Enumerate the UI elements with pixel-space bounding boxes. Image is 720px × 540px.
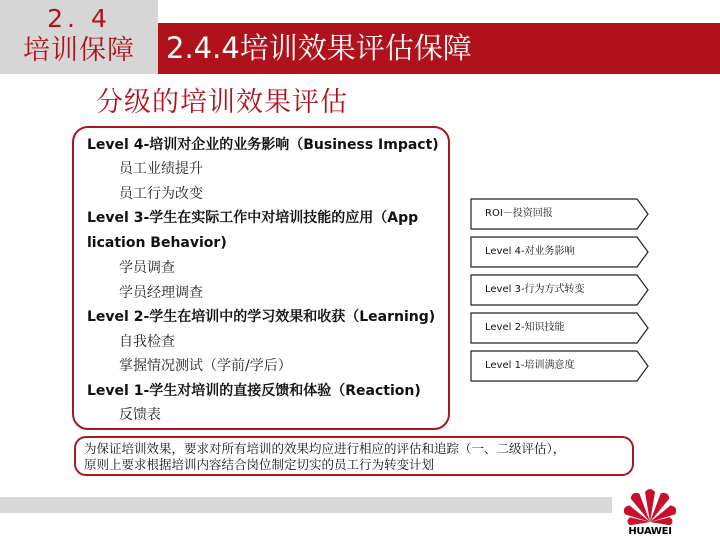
level-1-heading: Level 1-学生对培训的直接反馈和体验（Reaction): [87, 383, 421, 399]
arrow-box-level-2: [470, 312, 650, 344]
arrow-label: Level 3-行为方式转变: [485, 284, 585, 295]
arrow-box-level-4: [470, 236, 650, 268]
level-2-heading: Level 2-学生在培训中的学习效果和收获（Learning): [87, 309, 436, 325]
level-3-item: 学员调查: [119, 260, 175, 276]
level-2-item: 自我检查: [119, 334, 175, 350]
huawei-logo: [624, 486, 676, 540]
level-3-heading-cont: lication Behavior): [87, 235, 227, 251]
level-1-item: 反馈表: [119, 407, 161, 423]
level-4-item: 员工业绩提升: [119, 161, 203, 177]
level-4-item: 员工行为改变: [119, 186, 203, 202]
arrow-label: Level 2-知识技能: [485, 322, 565, 333]
title-bar: [158, 23, 720, 74]
note-box: [74, 436, 634, 476]
level-2-item: 掌握情况测试（学前/学后）: [119, 358, 292, 374]
arrow-box-level-1: [470, 350, 650, 382]
footer-bar: [0, 497, 612, 513]
level-4-heading: Level 4-培训对企业的业务影响（Business Impact): [87, 137, 439, 153]
arrow-label: ROI－投资回报: [485, 208, 553, 219]
huawei-flower-icon: [624, 486, 676, 526]
arrow-label: Level 1-培训满意度: [485, 360, 575, 371]
logo-text: HUAWEI: [628, 526, 672, 537]
section-number: 2. 4: [47, 4, 111, 33]
level-3-heading: Level 3-学生在实际工作中对培训技能的应用（App: [87, 210, 419, 226]
section-box: [0, 0, 158, 74]
level-3-item: 学员经理调查: [119, 285, 203, 301]
levels-box: [72, 126, 450, 430]
arrow-box-roi: [470, 198, 650, 230]
subtitle: 分级的培训效果评估: [96, 87, 348, 118]
page-title: 2.4.4培训效果评估保障: [166, 31, 472, 65]
note-line: 为保证培训效果，要求对所有培训的效果均应进行相应的评估和追踪（一、二级评估），: [84, 441, 566, 456]
arrow-label: Level 4-对业务影响: [485, 246, 575, 257]
note-line: 原则上要求根据培训内容结合岗位制定切实的员工行为转变计划: [84, 457, 435, 472]
arrow-box-level-3: [470, 274, 650, 306]
section-name: 培训保障: [23, 35, 135, 66]
